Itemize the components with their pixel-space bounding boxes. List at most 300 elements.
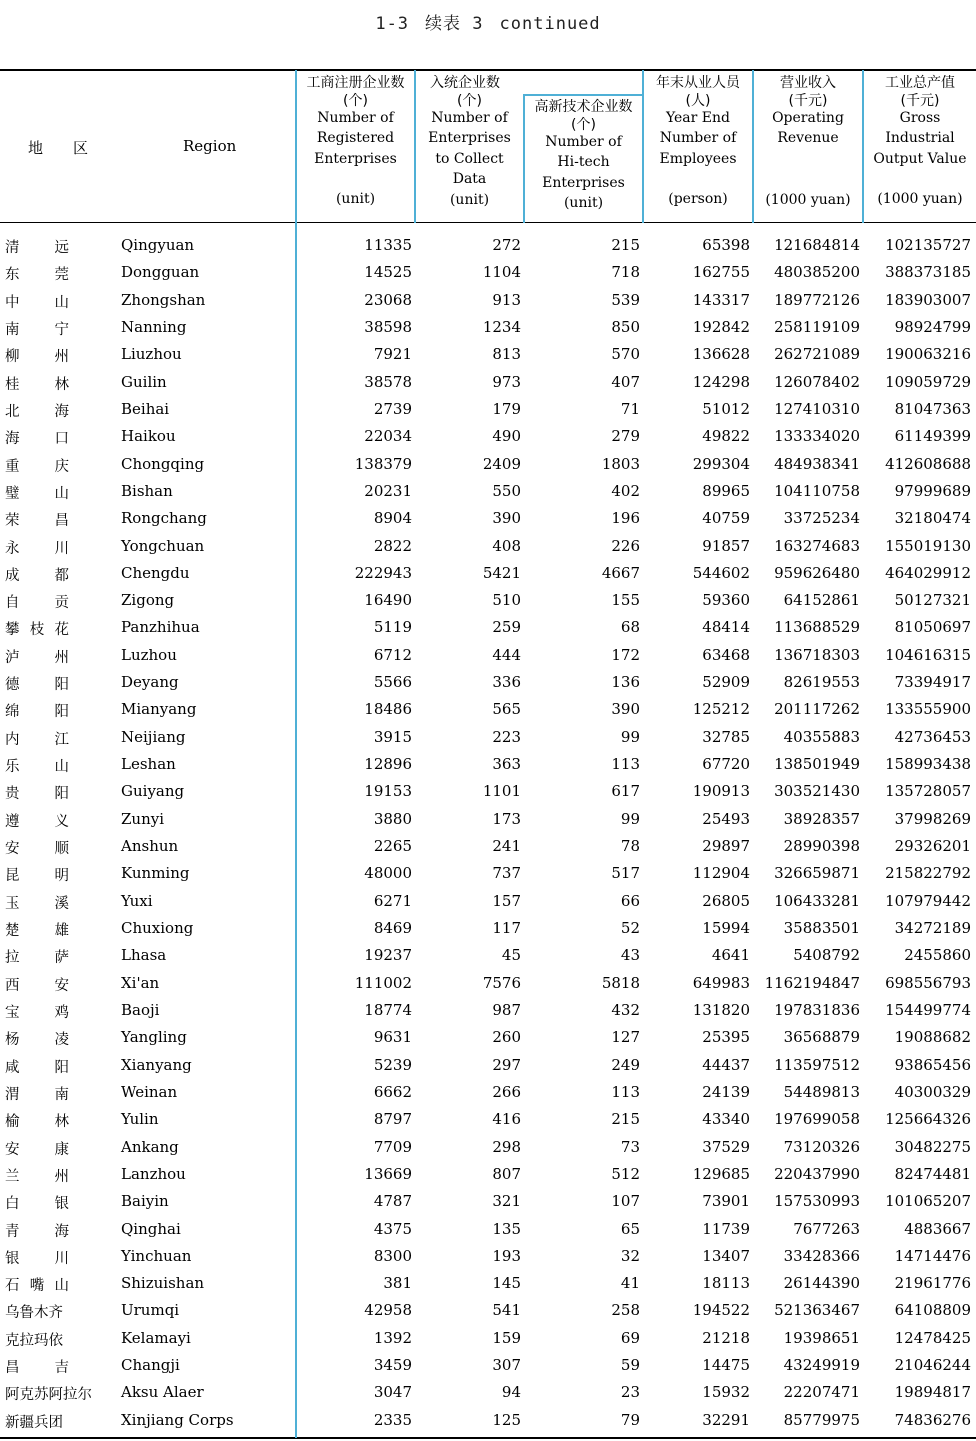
hitech-cell: 539 [611, 290, 640, 309]
hitech-cell: 65 [620, 1219, 640, 1238]
region-zh-cell: 北 海 [5, 403, 69, 420]
table-row [0, 1052, 976, 1079]
collect-cell: 94 [501, 1383, 521, 1402]
hitech-cell: 215 [611, 236, 640, 254]
table-row [0, 560, 976, 587]
hitech-cell: 570 [611, 345, 640, 364]
region-en-cell: Yongchuan [121, 536, 205, 555]
collect-cell: 260 [492, 1028, 521, 1047]
revenue-cell: 126078402 [774, 372, 860, 391]
employees-cell: 11739 [702, 1219, 750, 1238]
collect-cell: 541 [492, 1301, 521, 1320]
hitech-cell: 390 [611, 700, 640, 719]
employees-cell: 21218 [702, 1328, 750, 1347]
employees-cell: 112904 [692, 864, 750, 883]
employees-cell: 299304 [692, 454, 750, 473]
revenue-cell: 521363467 [774, 1301, 860, 1320]
region-en-cell: Aksu Alaer [121, 1383, 204, 1402]
region-zh-cell: 乌鲁木齐 [5, 1305, 63, 1322]
hitech-cell: 73 [620, 1137, 640, 1156]
table-row [0, 833, 976, 860]
region-zh-cell: 东 莞 [5, 267, 69, 284]
table-row [0, 696, 976, 723]
output-cell: 74836276 [894, 1410, 971, 1429]
output-cell: 12478425 [894, 1328, 971, 1347]
output-cell: 34272189 [894, 919, 971, 937]
collect-cell: 193 [492, 1246, 521, 1265]
collect-cell: 125 [492, 1410, 521, 1429]
table-row [0, 287, 976, 314]
hitech-cell: 113 [611, 1082, 640, 1101]
table-row [0, 751, 976, 778]
registered-cell: 3047 [373, 1383, 412, 1402]
region-en-cell: Luzhou [121, 645, 177, 664]
registered-cell: 6662 [373, 1082, 412, 1101]
region-zh-cell: 昆 明 [5, 868, 69, 885]
revenue-cell: 82619553 [783, 673, 860, 692]
employees-cell: 14475 [702, 1356, 750, 1375]
hitech-cell: 617 [611, 782, 640, 801]
region-zh-cell: 渭 南 [5, 1086, 69, 1103]
employees-cell: 124298 [692, 372, 750, 391]
table-row [0, 341, 976, 368]
revenue-cell: 33428366 [783, 1246, 860, 1265]
registered-cell: 1392 [373, 1328, 412, 1347]
output-cell: 93865456 [894, 1055, 971, 1074]
registered-cell: 48000 [364, 864, 412, 883]
region-zh-cell: 榆 林 [5, 1114, 69, 1131]
table-bottom-rule [0, 1437, 976, 1439]
revenue-cell: 113688529 [774, 618, 860, 637]
revenue-cell: 303521430 [774, 782, 860, 801]
region-zh-cell: 柳 州 [5, 349, 69, 366]
region-en-cell: Rongchang [121, 509, 207, 528]
region-zh-cell: 石 嘴 山 [5, 1278, 69, 1295]
table-code: 1-3 [375, 14, 410, 34]
employees-cell: 51012 [702, 399, 750, 418]
collect-cell: 159 [492, 1328, 521, 1347]
revenue-cell: 484938341 [774, 454, 860, 473]
hitech-cell: 1803 [601, 454, 640, 473]
output-cell: 81047363 [894, 399, 971, 418]
region-zh-cell: 绵 阳 [5, 704, 69, 721]
revenue-cell: 136718303 [774, 645, 860, 664]
hitech-cell: 52 [620, 919, 640, 937]
region-zh-cell: 拉 萨 [5, 950, 69, 967]
region-en-cell: Guilin [121, 372, 167, 391]
collect-cell: 157 [492, 891, 521, 910]
employees-cell: 129685 [692, 1164, 750, 1183]
table-row [0, 587, 976, 614]
hitech-cell: 32 [620, 1246, 640, 1265]
revenue-cell: 26144390 [783, 1274, 860, 1293]
employees-cell: 190913 [692, 782, 750, 801]
hitech-cell: 155 [611, 591, 640, 610]
employees-cell: 91857 [702, 536, 750, 555]
revenue-cell: 22207471 [783, 1383, 860, 1402]
output-cell: 29326201 [894, 837, 971, 856]
registered-cell: 3915 [373, 727, 412, 746]
hitech-cell: 71 [620, 399, 640, 418]
region-en-cell: Mianyang [121, 700, 197, 719]
table-row [0, 505, 976, 532]
registered-cell: 6271 [373, 891, 412, 910]
employees-cell: 18113 [702, 1274, 750, 1293]
collect-cell: 973 [492, 372, 521, 391]
hitech-cell: 850 [611, 317, 640, 336]
region-zh-cell: 安 康 [5, 1141, 69, 1158]
region-zh-cell: 新疆兵团 [5, 1414, 63, 1431]
region-zh-cell: 贵 阳 [5, 786, 69, 803]
registered-cell: 138379 [354, 454, 412, 473]
header-region-zh: 地区 [28, 139, 119, 157]
hitech-cell: 79 [620, 1410, 640, 1429]
employees-cell: 29897 [702, 837, 750, 856]
employees-cell: 26805 [702, 891, 750, 910]
hitech-cell: 127 [611, 1028, 640, 1047]
hitech-cell: 432 [611, 1000, 640, 1019]
table-row [0, 1106, 976, 1133]
registered-cell: 38598 [364, 317, 412, 336]
hitech-cell: 99 [620, 809, 640, 828]
output-cell: 37998269 [894, 809, 971, 828]
output-cell: 19894817 [894, 1383, 971, 1402]
revenue-cell: 19398651 [783, 1328, 860, 1347]
region-zh-cell: 中 山 [5, 294, 69, 311]
region-en-cell: Neijiang [121, 727, 186, 746]
region-zh-cell: 银 川 [5, 1250, 69, 1267]
table-row [0, 970, 976, 997]
revenue-cell: 40355883 [783, 727, 860, 746]
collect-cell: 297 [492, 1055, 521, 1074]
output-cell: 125664326 [885, 1110, 971, 1129]
hitech-cell: 107 [611, 1192, 640, 1211]
region-zh-cell: 遵 义 [5, 813, 69, 830]
registered-cell: 2822 [373, 536, 412, 555]
employees-cell: 25493 [702, 809, 750, 828]
revenue-cell: 85779975 [783, 1410, 860, 1429]
registered-cell: 23068 [364, 290, 412, 309]
table-row [0, 1188, 976, 1215]
page-title [0, 9, 976, 34]
registered-cell: 7921 [373, 345, 412, 364]
registered-cell: 13669 [364, 1164, 412, 1183]
table-row [0, 997, 976, 1024]
header-hitech: 高新技术企业数 (个) Number of Hi-tech Enterprises (unit) [534, 99, 633, 211]
employees-cell: 63468 [702, 645, 750, 664]
output-cell: 215822792 [885, 864, 971, 883]
revenue-cell: 163274683 [774, 536, 860, 555]
output-cell: 73394917 [894, 673, 971, 692]
table-row [0, 1243, 976, 1270]
collect-cell: 510 [492, 591, 521, 610]
table-row [0, 396, 976, 423]
hitech-cell: 196 [611, 509, 640, 528]
region-en-cell: Changji [121, 1356, 180, 1375]
revenue-cell: 127410310 [774, 399, 860, 418]
revenue-cell: 262721089 [774, 345, 860, 364]
collect-cell: 416 [492, 1110, 521, 1129]
registered-cell: 16490 [364, 591, 412, 610]
table-row [0, 1216, 976, 1243]
revenue-cell: 35883501 [783, 919, 860, 937]
region-zh-cell: 清 远 [5, 240, 69, 256]
employees-cell: 131820 [692, 1000, 750, 1019]
employees-cell: 162755 [692, 263, 750, 282]
collect-cell: 7576 [482, 973, 521, 992]
revenue-cell: 36568879 [783, 1028, 860, 1047]
collect-cell: 1104 [482, 263, 521, 282]
region-zh-cell: 德 阳 [5, 677, 69, 694]
region-zh-cell: 璧 山 [5, 485, 69, 502]
collect-cell: 135 [492, 1219, 521, 1238]
hitech-cell: 99 [620, 727, 640, 746]
region-zh-cell: 乐 山 [5, 759, 69, 776]
employees-cell: 37529 [702, 1137, 750, 1156]
registered-cell: 9631 [373, 1028, 412, 1047]
table-row [0, 1161, 976, 1188]
hitech-cell: 258 [611, 1301, 640, 1320]
region-zh-cell: 成 都 [5, 567, 69, 584]
collect-cell: 987 [492, 1000, 521, 1019]
table-row [0, 724, 976, 751]
region-en-cell: Yinchuan [121, 1246, 192, 1265]
collect-cell: 307 [492, 1356, 521, 1375]
region-zh-cell: 安 顺 [5, 841, 69, 858]
table-row [0, 369, 976, 396]
registered-cell: 4375 [373, 1219, 412, 1238]
collect-cell: 390 [492, 509, 521, 528]
hitech-cell: 512 [611, 1164, 640, 1183]
table-row [0, 1270, 976, 1297]
collect-cell: 336 [492, 673, 521, 692]
region-en-cell: Dongguan [121, 263, 200, 282]
revenue-cell: 189772126 [774, 290, 860, 309]
region-en-cell: Guiyang [121, 782, 185, 801]
revenue-cell: 7677263 [793, 1219, 860, 1238]
registered-cell: 8300 [373, 1246, 412, 1265]
registered-cell: 4787 [373, 1192, 412, 1211]
registered-cell: 7709 [373, 1137, 412, 1156]
region-zh-cell: 西 安 [5, 977, 69, 994]
header-bottom-rule [0, 222, 976, 223]
hitech-cell: 4667 [601, 563, 640, 582]
collect-cell: 913 [492, 290, 521, 309]
collect-cell: 241 [492, 837, 521, 856]
output-cell: 2455860 [904, 946, 971, 965]
hitech-cell: 41 [620, 1274, 640, 1293]
revenue-cell: 73120326 [783, 1137, 860, 1156]
employees-cell: 73901 [702, 1192, 750, 1211]
header-region-en: Region [183, 137, 237, 155]
revenue-cell: 201117262 [774, 700, 860, 719]
collect-cell: 408 [492, 536, 521, 555]
output-cell: 101065207 [885, 1192, 971, 1211]
revenue-cell: 133334020 [774, 427, 860, 446]
title-en: continued [499, 14, 601, 34]
output-cell: 698556793 [885, 973, 971, 992]
employees-cell: 15932 [702, 1383, 750, 1402]
output-cell: 50127321 [894, 591, 971, 610]
output-cell: 19088682 [894, 1028, 971, 1047]
region-zh-cell: 海 口 [5, 431, 69, 448]
hitech-cell: 407 [611, 372, 640, 391]
collect-cell: 259 [492, 618, 521, 637]
revenue-cell: 113597512 [774, 1055, 860, 1074]
hitech-cell: 66 [620, 891, 640, 910]
table-row [0, 478, 976, 505]
table-row [0, 451, 976, 478]
registered-cell: 20231 [364, 481, 412, 500]
registered-cell: 19153 [364, 782, 412, 801]
registered-cell: 2335 [373, 1410, 412, 1429]
region-zh-cell: 南 宁 [5, 321, 69, 338]
collect-cell: 1101 [482, 782, 521, 801]
output-cell: 21961776 [894, 1274, 971, 1293]
table-row [0, 259, 976, 286]
table-row [0, 1297, 976, 1324]
region-en-cell: Baiyin [121, 1192, 169, 1211]
region-en-cell: Chuxiong [121, 919, 194, 937]
revenue-cell: 38928357 [783, 809, 860, 828]
revenue-cell: 138501949 [774, 755, 860, 774]
region-zh-cell: 桂 林 [5, 376, 69, 393]
collect-cell: 1234 [482, 317, 521, 336]
table-row [0, 533, 976, 560]
collect-cell: 321 [492, 1192, 521, 1211]
employees-cell: 52909 [702, 673, 750, 692]
region-en-cell: Weinan [121, 1082, 178, 1101]
table-row [0, 1352, 976, 1379]
region-en-cell: Anshun [121, 837, 179, 856]
revenue-cell: 43249919 [783, 1356, 860, 1375]
registered-cell: 8469 [373, 919, 412, 937]
region-zh-cell: 玉 溪 [5, 895, 69, 912]
region-en-cell: Chongqing [121, 454, 205, 473]
output-cell: 30482275 [894, 1137, 971, 1156]
region-en-cell: Kelamayi [121, 1328, 191, 1347]
collect-cell: 45 [501, 946, 521, 965]
registered-cell: 12896 [364, 755, 412, 774]
hitech-cell: 172 [611, 645, 640, 664]
registered-cell: 22034 [364, 427, 412, 446]
table-row [0, 614, 976, 641]
registered-cell: 14525 [364, 263, 412, 282]
table-row [0, 232, 976, 259]
hitech-cell: 136 [611, 673, 640, 692]
table-row [0, 642, 976, 669]
region-en-cell: Deyang [121, 673, 179, 692]
employees-cell: 44437 [702, 1055, 750, 1074]
output-cell: 107979442 [885, 891, 971, 910]
employees-cell: 40759 [702, 509, 750, 528]
revenue-cell: 106433281 [774, 891, 860, 910]
hitech-cell: 59 [620, 1356, 640, 1375]
employees-cell: 4641 [711, 946, 750, 965]
employees-cell: 24139 [702, 1082, 750, 1101]
registered-cell: 222943 [354, 563, 412, 582]
output-cell: 183903007 [885, 290, 971, 309]
revenue-cell: 121684814 [774, 236, 860, 254]
region-en-cell: Beihai [121, 399, 170, 418]
employees-cell: 89965 [702, 481, 750, 500]
region-zh-cell: 攀 枝 花 [5, 622, 69, 639]
hitech-cell: 78 [620, 837, 640, 856]
output-cell: 388373185 [885, 263, 971, 282]
header-subdivider [523, 94, 644, 96]
table-row [0, 1325, 976, 1352]
collect-cell: 117 [492, 919, 521, 937]
collect-cell: 272 [492, 236, 521, 254]
revenue-cell: 258119109 [774, 317, 860, 336]
revenue-cell: 157530993 [774, 1192, 860, 1211]
header-employees: 年末从业人员 (人) Year End Number of Employees (person) [656, 75, 740, 207]
output-cell: 14714476 [894, 1246, 971, 1265]
hitech-cell: 279 [611, 427, 640, 446]
table-row [0, 423, 976, 450]
collect-cell: 2409 [482, 454, 521, 473]
revenue-cell: 326659871 [774, 864, 860, 883]
region-en-cell: Lhasa [121, 946, 167, 965]
registered-cell: 381 [383, 1274, 412, 1293]
region-en-cell: Zhongshan [121, 290, 206, 309]
employees-cell: 32785 [702, 727, 750, 746]
collect-cell: 363 [492, 755, 521, 774]
region-en-cell: Baoji [121, 1000, 160, 1019]
revenue-cell: 197699058 [774, 1110, 860, 1129]
region-en-cell: Xi'an [121, 973, 160, 992]
hitech-cell: 226 [611, 536, 640, 555]
collect-cell: 145 [492, 1274, 521, 1293]
registered-cell: 2265 [373, 837, 412, 856]
region-zh-cell: 宝 鸡 [5, 1004, 69, 1021]
table-row [0, 888, 976, 915]
region-zh-cell: 兰 州 [5, 1168, 69, 1185]
employees-cell: 65398 [702, 236, 750, 254]
region-en-cell: Urumqi [121, 1301, 180, 1320]
output-cell: 190063216 [885, 345, 971, 364]
region-en-cell: Ankang [121, 1137, 179, 1156]
registered-cell: 5119 [373, 618, 412, 637]
region-en-cell: Yulin [121, 1110, 159, 1129]
output-cell: 133555900 [885, 700, 971, 719]
header-output: 工业总产值 (千元) Gross Industrial Output Value (1000 yuan) [873, 75, 967, 207]
output-cell: 464029912 [885, 563, 971, 582]
employees-cell: 67720 [702, 755, 750, 774]
region-zh-cell: 重 庆 [5, 458, 69, 475]
employees-cell: 32291 [702, 1410, 750, 1429]
revenue-cell: 959626480 [774, 563, 860, 582]
hitech-cell: 5818 [601, 973, 640, 992]
collect-cell: 173 [492, 809, 521, 828]
region-zh-cell: 咸 阳 [5, 1059, 69, 1076]
revenue-cell: 5408792 [793, 946, 860, 965]
hitech-cell: 718 [611, 263, 640, 282]
output-cell: 21046244 [894, 1356, 971, 1375]
output-cell: 82474481 [894, 1164, 971, 1183]
hitech-cell: 517 [611, 864, 640, 883]
employees-cell: 143317 [692, 290, 750, 309]
revenue-cell: 104110758 [774, 481, 860, 500]
output-cell: 155019130 [885, 536, 971, 555]
registered-cell: 18774 [364, 1000, 412, 1019]
region-en-cell: Yangling [121, 1028, 187, 1047]
region-zh-cell: 自 贡 [5, 595, 69, 612]
table-row [0, 1379, 976, 1406]
registered-cell: 8904 [373, 509, 412, 528]
region-en-cell: Xinjiang Corps [121, 1410, 234, 1429]
region-zh-cell: 荣 昌 [5, 513, 69, 530]
